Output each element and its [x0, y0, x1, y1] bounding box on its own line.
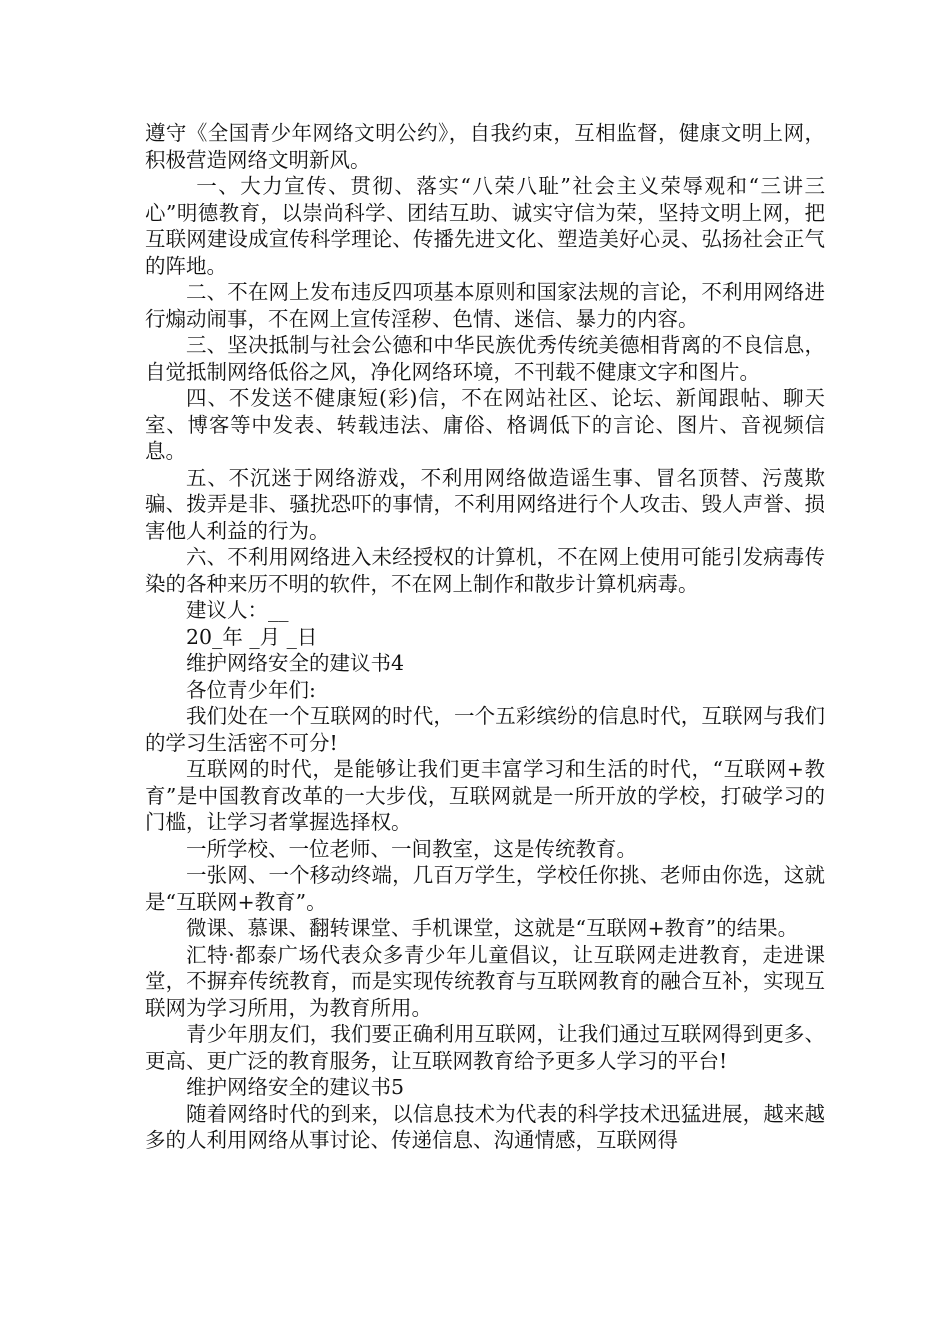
section-title-4: 维护网络安全的建议书4: [186, 651, 405, 675]
paragraph-item-6: 六、不利用网络进入未经授权的计算机，不在网上使用可能引发病毒传染的各种来历不明的软件，不在网上制作和散步计算机病毒。: [145, 545, 825, 596]
paragraph-body-6: 汇特·都泰广场代表众多青少年儿童倡议，让互联网走进教育，走进课堂，不摒弃传统教育，而是实现传统教育与互联网教育的融合互补，实现互联网为学习所用，为教育所用。: [145, 942, 825, 1020]
paragraph-body-1: 我们处在一个互联网的时代，一个五彩缤纷的信息时代，互联网与我们的学习生活密不可分!: [145, 704, 825, 755]
paragraph-body-4: 一张网、一个移动终端，几百万学生，学校任你挑、老师由你选，这就是“互联网+教育”。: [145, 863, 825, 914]
date-line: 20_年 _月 _日: [186, 624, 318, 649]
section-title-5: 维护网络安全的建议书5: [186, 1075, 405, 1099]
paragraph-item-4: 四、不发送不健康短(彩)信，不在网站社区、论坛、新闻跟帖、聊天室、博客等中发表、转载违法、庸俗、格调低下的言论、图片、音视频信息。: [145, 386, 825, 463]
paragraph-body-5: 微课、慕课、翻转课堂、手机课堂，这就是“互联网+教育”的结果。: [186, 916, 799, 940]
paragraph-pledge-intro: 遵守《全国青少年网络文明公约》，自我约束，互相监督，健康文明上网，积极营造网络文明新风。: [145, 121, 825, 172]
signature-line: 建议人：__: [186, 598, 289, 622]
document-body: [145, 120, 825, 1154]
paragraph-body-7: 青少年朋友们，我们要正确利用互联网，让我们通过互联网得到更多、更高、更广泛的教育服务，让互联网教育给予更多人学习的平台!: [145, 1022, 825, 1073]
paragraph-item-2: 二、不在网上发布违反四项基本原则和国家法规的言论，不利用网络进行煽动闹事，不在网上宣传淫秽、色情、迷信、暴力的内容。: [145, 280, 825, 331]
paragraph-body-2: 互联网的时代，是能够让我们更丰富学习和生活的时代，“互联网+教育”是中国教育改革的一大步伐，互联网就是一所开放的学校，打破学习的门槛，让学习者掌握选择权。: [145, 757, 825, 834]
paragraph-item-5: 五、不沉迷于网络游戏，不利用网络做造谣生事、冒名顶替、污蔑欺骗、拨弄是非、骚扰恐吓的事情，不利用网络进行个人攻击、毁人声誉、损害他人利益的行为。: [145, 465, 825, 543]
paragraph-body-8: 随着网络时代的到来，以信息技术为代表的科学技术迅猛进展，越来越多的人利用网络从事讨论、传递信息、沟通情感，互联网得: [145, 1101, 825, 1152]
salutation: 各位青少年们:: [186, 677, 316, 702]
paragraph-body-3: 一所学校、一位老师、一间教室，这是传统教育。: [186, 836, 637, 861]
paragraph-item-1: 一、大力宣传、贯彻、落实“八荣八耻”社会主义荣辱观和“三讲三心”明德教育，以崇尚科学、团结互助、诚实守信为荣，坚持文明上网，把互联网建设成宣传科学理论、传播先进文化、塑造美好心灵、弘扬社会正气的阵地。: [145, 174, 825, 278]
paragraph-item-3: 三、坚决抵制与社会公德和中华民族优秀传统美德相背离的不良信息，自觉抵制网络低俗之风，净化网络环境，不刊载不健康文字和图片。: [145, 333, 825, 384]
